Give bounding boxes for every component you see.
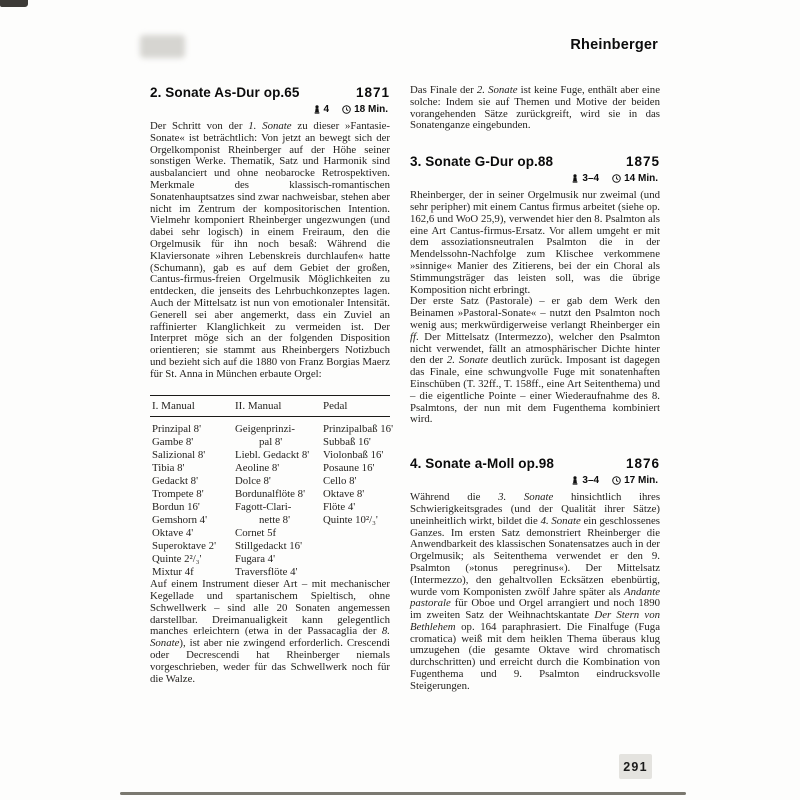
table-cell: Cello 8' xyxy=(323,475,357,488)
difficulty-icon xyxy=(571,174,579,183)
table-cell: Oktave 4' xyxy=(152,527,194,540)
page-edge-shadow-bottom xyxy=(120,792,686,795)
difficulty-indicator xyxy=(571,173,599,184)
table-column-header: I. Manual xyxy=(152,400,195,413)
paragraph: Der erste Satz (Pastorale) – er gab dem Werk den Beinamen »Pastoral-Sonate« – nutzt den Psalmton noch wenig aus; merkwürdigerweise verlangt Rheinberger ein ff. Der Mittelsatz (Intermezzo), welcher den Psalmton nicht verwendet, fällt an atmosphärischer Dichte hinter den der 2. Sonate deutlich zurück. Imposant ist dagegen das Finale, eine schwungvolle Fuge mit sonatenhaften Einschüben (T. 32ff., T. 158ff., eine Art Seitenthema) und – die eigentliche Pointe – einer Wiederaufnahme des 8. Psalmtons, der nun mit dem Fugenthema kombiniert wird. xyxy=(410,295,660,426)
paragraph: Rheinberger, der in seiner Orgelmusik nur zweimal (und sehr peripher) mit einem Cantus firmus arbeitet (siehe op. 162,6 und WoO 25,9), verwendet hier den 8. Psalmton als eine Art Cantus-firmus-Ersatz. Vor allem umgeht er mit dem assoziationsneutralen Psalmton die in der Mendelssohn-Nachfolge zum Klischee verkommene »sinnige« Manier des Zitierens, bei der ein Choral als Stimmungsträger das leisten soll, was die übrige Komposition nicht erbringt. xyxy=(410,189,660,296)
table-cell: Tibia 8' xyxy=(152,462,185,475)
section-title: 2. Sonate As-Dur op.65 xyxy=(150,85,300,100)
section-meta-sonata3 xyxy=(410,173,658,184)
table-cell: Liebl. Gedackt 8' xyxy=(235,449,310,462)
duration-indicator xyxy=(342,104,388,115)
table-cell: Gemshorn 4' xyxy=(152,514,208,527)
table-cell: Aeoline 8' xyxy=(235,462,280,475)
table-column-header: Pedal xyxy=(323,400,348,413)
table-cell: nette 8' xyxy=(259,514,291,527)
table-cell: pal 8' xyxy=(259,436,283,449)
table-cell: Mixtur 4f xyxy=(152,566,194,579)
paragraph: Das Finale der 2. Sonate ist keine Fuge, enthält aber eine solche: Indem sie auf Themen und Motive der beiden vorangehenden Sätze zurückgreift, wird sie in das Sonatenganze eingebunden. xyxy=(410,84,661,132)
table-cell: Gambe 8' xyxy=(152,436,194,449)
table-cell: Violonbaß 16' xyxy=(323,449,384,462)
paragraph: Der Schritt von der 1. Sonate zu dieser »Fantasie-Sonate« ist beträchtlich: Von jetzt an bewegt sich der Orgelkomponist Rheinberger auf der Höhe seiner sonstigen Werke. Thematik, Satz und Harmonik sind ausbalanciert und ohne neobarocke Retrospektiven. Merkmale des klassisch-romantischen Sonatenhauptsatzes sind zwar nachweisbar, stehen aber nicht im Zentrum der kompositorischen Intention. Vielmehr komponiert Rheinberger ungezwungen (und dabei sehr logisch) in einem Freiraum, den die Orgelmusik für ihn noch besaß: Während die Klaviersonate »ihren Lebenskreis durchlaufen« hatte (Schumann), gab es auf dem Gebiet der großen, Cantus-firmus-freien Orgelmusik Möglichkeiten zu entdecken, die jenseits des Lehrbuchkonzeptes lagen. Auch der Mittelsatz ist nun von emotionaler Intensität. Generell sei aber angemerkt, dass ein Zuviel an raffinierter Klanglichkeit zu vermeiden ist. Der Interpret möge sich an der folgenden Disposition orientieren; sie stammt aus Rheinbergers Notizbuch und bezieht sich auf die 1880 von Franz Borgias Maerz für St. Anna in München erbaute Orgel: xyxy=(150,120,390,380)
table-cell: Gedackt 8' xyxy=(152,475,199,488)
table-cell: Posaune 16' xyxy=(323,462,375,475)
table-cell: Dolce 8' xyxy=(235,475,271,488)
table-cell: Traversflöte 4' xyxy=(235,566,298,579)
scan-artifact xyxy=(140,35,185,58)
clock-icon xyxy=(342,105,351,114)
duration-value: 17 Min. xyxy=(624,475,658,487)
table-cell: Flöte 4' xyxy=(323,501,356,514)
table-cell: Trompete 8' xyxy=(152,488,204,501)
right-column xyxy=(410,85,660,693)
running-header: Rheinberger xyxy=(570,37,658,53)
disposition-table xyxy=(150,395,394,580)
section-title: 3. Sonate G-Dur op.88 xyxy=(410,154,554,170)
table-cell: Prinzipal 8' xyxy=(152,423,202,436)
table-cell xyxy=(323,553,392,566)
paragraph: Während die 3. Sonate hinsichtlich ihres Schwierigkeitsgrades (und der Qualität ihrer Sätze) uneinheitlich wirkt, bildet die 4. Sonate ein geschlossenes Ganzes. Im ersten Satz demonstriert Rheinberger die Anwendbarkeit des klassischen Sonatensatzes auch in der Orgelmusik; als Seitenthema verwendet er den 9. Psalmton (»tonus peregrinus«). Der Mittelsatz (Intermezzo), den gehaltvollen Ecksätzen ebenbürtig, wurde vom Komponisten zwölf Jahre später als Andante pastorale für Oboe und Orgel arrangiert und noch 1890 im zweiten Satz der Weihnachtskantate Der Stern von Bethlehem op. 164 paraphrasiert. Die Finalfuge (Fuga cromatica) weiß mit dem heiklen Thema überaus klug umzugehen (die gesamte Oktave wird chromatisch durchschritten) und erreicht durch die Kombination von Fugenthema und 9. Psalmton eindrucksvolle Steigerungen. xyxy=(410,491,661,692)
table-cell: Quinte 10²/₃' xyxy=(323,514,378,527)
table-cell: Quinte 2²/₃' xyxy=(152,553,202,566)
page-number-badge: 291 xyxy=(619,754,652,779)
section-year: 1875 xyxy=(625,154,660,170)
duration-value: 14 Min. xyxy=(624,173,658,185)
table-cell: Stillgedackt 16' xyxy=(235,540,303,553)
duration-value: 18 Min. xyxy=(354,104,388,115)
table-header-row xyxy=(150,396,390,416)
section-heading-sonata2 xyxy=(150,85,390,100)
table-cell: Salizional 8' xyxy=(152,449,206,462)
difficulty-value: 3–4 xyxy=(582,173,600,185)
table-cell: Fugara 4' xyxy=(235,553,276,566)
paragraph: Auf einem Instrument dieser Art – mit mechanischer Kegellade und spartanischem Spieltisch, ohne Schwellwerk – sind alle 20 Sonaten angemessen darstellbar. Dreimanualigkeit kann gelegentlich manches erleichtern (etwa in der Passacaglia der 8. Sonate), ist aber nie zwingend erforderlich. Crescendi oder Decrescendi hat Rheinberger niemals vorgeschrieben, weder für das Schwellwerk noch für die Walze. xyxy=(150,578,390,685)
section-meta-sonata2 xyxy=(150,104,388,115)
section-meta-sonata4 xyxy=(410,475,658,486)
clock-icon xyxy=(612,476,621,485)
duration-indicator xyxy=(612,173,658,184)
table-cell: Fagott-Clari- xyxy=(235,501,292,514)
section-year: 1871 xyxy=(355,85,390,100)
difficulty-icon xyxy=(571,476,579,485)
duration-indicator xyxy=(612,475,658,486)
difficulty-icon xyxy=(313,105,321,114)
difficulty-value: 4 xyxy=(323,104,330,115)
section-title: 4. Sonate a-Moll op.98 xyxy=(410,456,554,472)
table-body xyxy=(150,417,394,579)
page-edge-corner xyxy=(0,0,28,7)
table-cell: Cornet 5f xyxy=(235,527,277,540)
section-heading-sonata4 xyxy=(410,456,660,471)
table-cell: Superoktave 2' xyxy=(152,540,217,553)
table-cell: Bordunalflöte 8' xyxy=(235,488,306,501)
table-cell: Prinzipalbaß 16' xyxy=(323,423,394,436)
table-cell: Subbaß 16' xyxy=(323,436,371,449)
difficulty-indicator xyxy=(313,104,330,115)
table-cell: Oktave 8' xyxy=(323,488,365,501)
table-cell xyxy=(323,527,392,540)
clock-icon xyxy=(612,174,621,183)
table-cell: Geigenprinzi- xyxy=(235,423,295,436)
section-heading-sonata3 xyxy=(410,154,660,169)
difficulty-indicator xyxy=(571,475,599,486)
table-cell: Bordun 16' xyxy=(152,501,200,514)
table-cell xyxy=(323,540,392,553)
table-column-header: II. Manual xyxy=(235,400,282,413)
section-year: 1876 xyxy=(625,456,660,472)
left-column xyxy=(150,85,394,685)
difficulty-value: 3–4 xyxy=(582,475,600,487)
